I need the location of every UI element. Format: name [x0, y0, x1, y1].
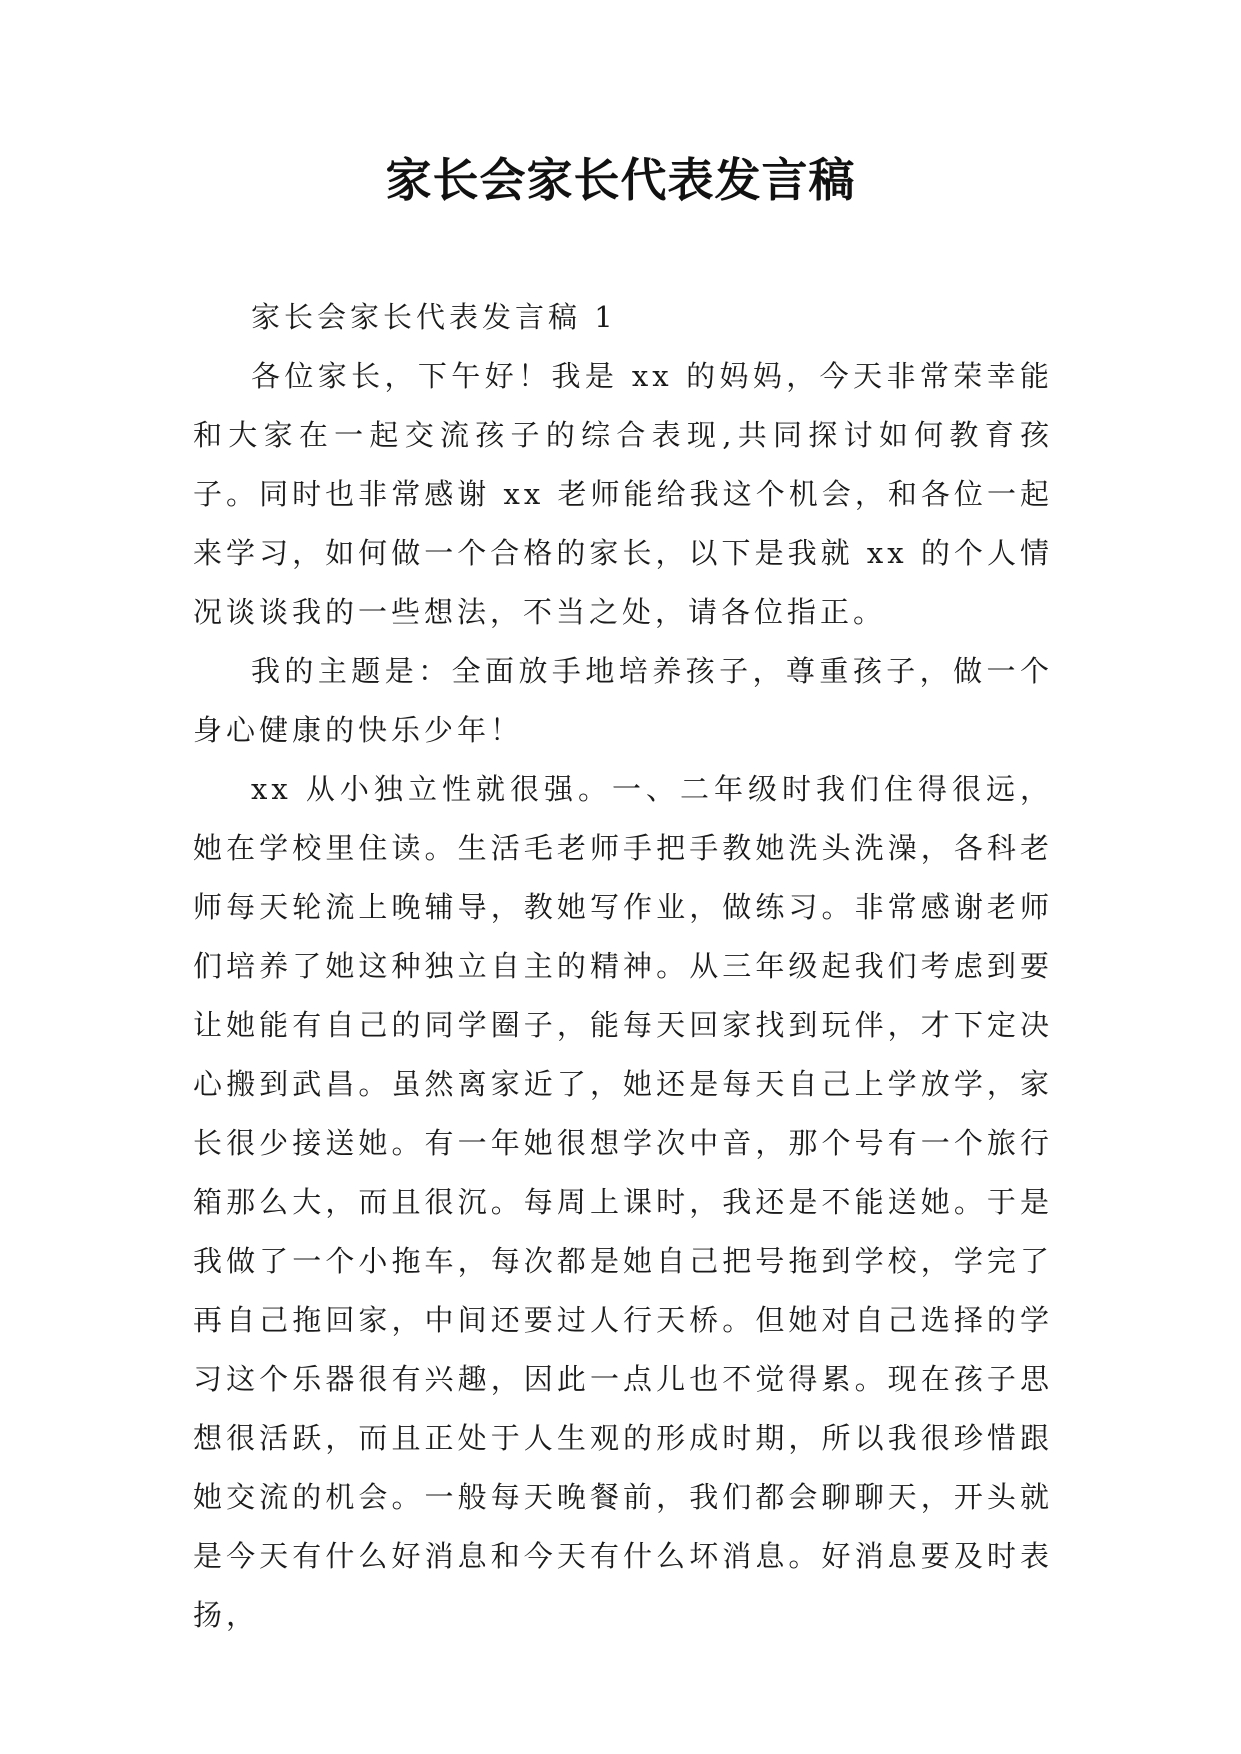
- document-body: [193, 288, 1053, 1645]
- paragraph-story: xx 从小独立性就很强。一、二年级时我们住得很远，她在学校里住读。生活毛老师手把手教她洗头洗澡，各科老师每天轮流上晚辅导，教她写作业，做练习。非常感谢老师们培养了她这种独立自主的精神。从三年级起我们考虑到要让她能有自己的同学圈子，能每天回家找到玩伴，才下定决心搬到武昌。虽然离家近了，她还是每天自己上学放学，家长很少接送她。有一年她很想学次中音，那个号有一个旅行箱那么大，而且很沉。每周上课时，我还是不能送她。于是我做了一个小拖车，每次都是她自己把号拖到学校，学完了再自己拖回家，中间还要过人行天桥。但她对自己选择的学习这个乐器很有兴趣，因此一点儿也不觉得累。现在孩子思想很活跃，而且正处于人生观的形成时期，所以我很珍惜跟她交流的机会。一般每天晚餐前，我们都会聊聊天，开头就是今天有什么好消息和今天有什么坏消息。好消息要及时表扬，: [193, 772, 1053, 1632]
- document-title: 家长会家长代表发言稿: [385, 153, 856, 207]
- paragraph-greeting: 各位家长，下午好！我是 xx 的妈妈，今天非常荣幸能和大家在一起交流孩子的综合表现,共同探讨如何教育孩子。同时也非常感谢 xx 老师能给我这个机会，和各位一起来学习，如何做一个合格的家长，以下是我就 xx 的个人情况谈谈我的一些想法，不当之处，请各位指正。: [193, 359, 1053, 629]
- section-heading: 家长会家长代表发言稿 1: [251, 300, 617, 334]
- paragraph-theme: 我的主题是：全面放手地培养孩子，尊重孩子，做一个身心健康的快乐少年！: [193, 654, 1053, 747]
